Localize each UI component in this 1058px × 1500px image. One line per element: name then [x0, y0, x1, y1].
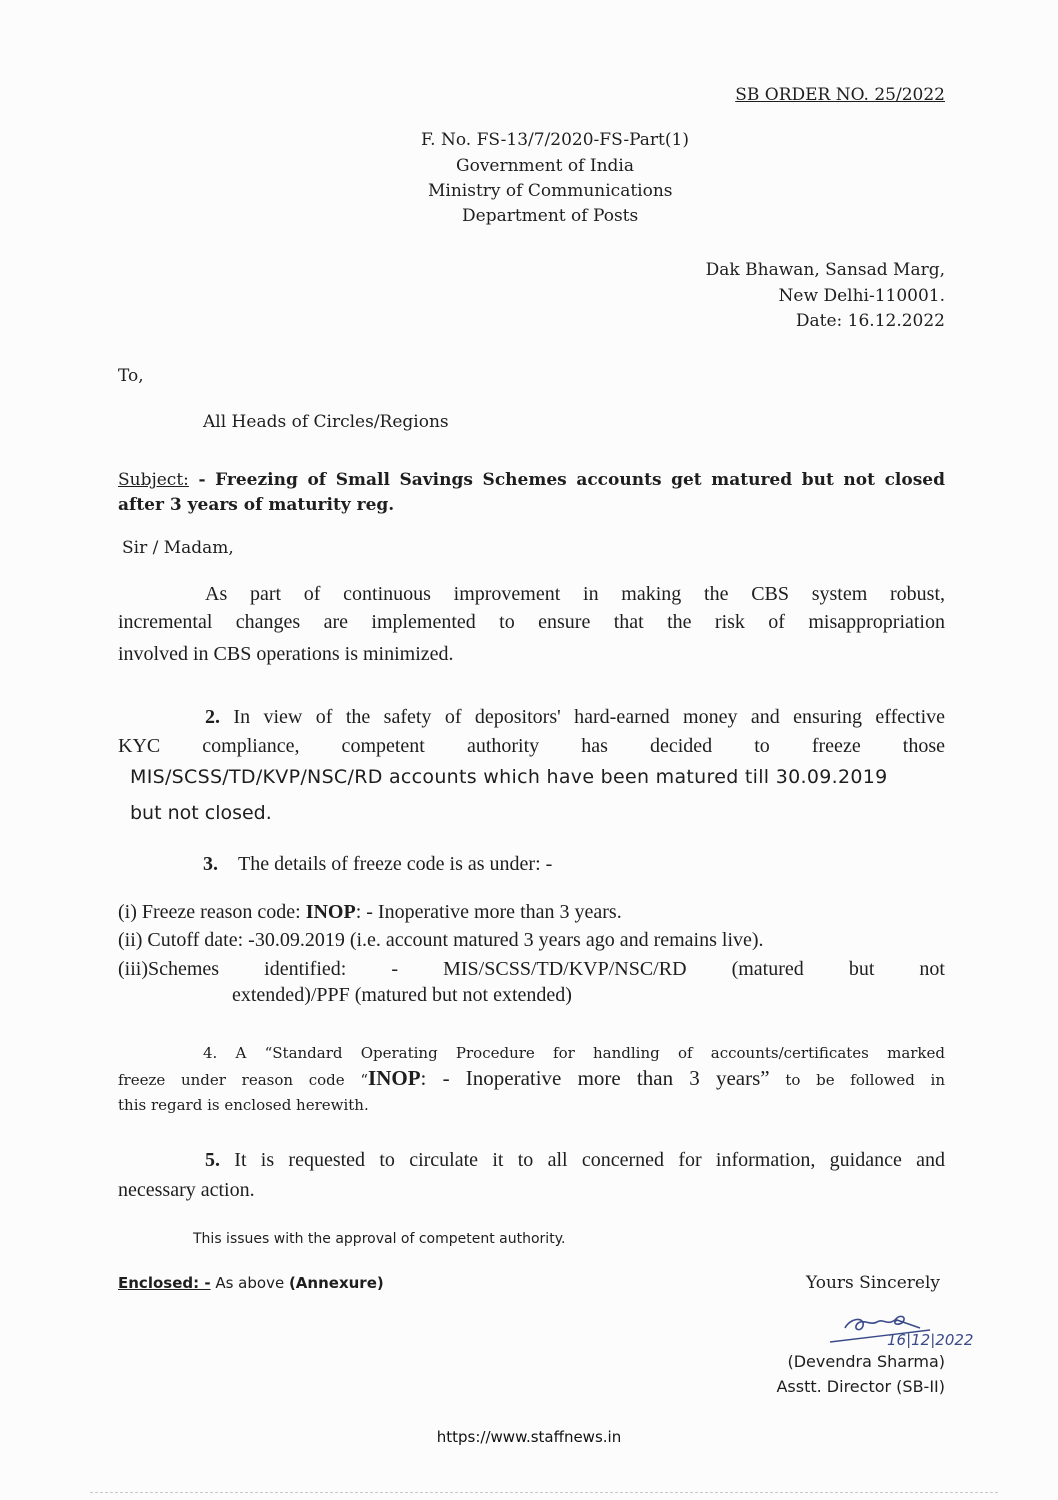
para2-line-3: MIS/SCSS/TD/KVP/NSC/RD accounts which have been matured till 30.09.2019 — [130, 766, 888, 788]
para4-line-3: this regard is enclosed herewith. — [118, 1096, 369, 1114]
handwritten-signature — [825, 1298, 975, 1348]
address-line-1: Dak Bhawan, Sansad Marg, — [705, 260, 945, 280]
subject-line-2: after 3 years of maturity reg. — [118, 495, 395, 515]
para4-emphasis: : - Inoperative more than 3 years” — [420, 1066, 770, 1090]
approval-note: This issues with the approval of competent authority. — [193, 1231, 566, 1247]
enclosed-label: Enclosed: - — [118, 1274, 211, 1292]
signatory-designation: Asstt. Director (SB-II) — [776, 1377, 945, 1396]
para4-suffix: to be followed in — [769, 1071, 945, 1089]
closing: Yours Sincerely — [805, 1273, 940, 1293]
freeze-item-i-prefix: (i) Freeze reason code: — [118, 901, 306, 923]
para5-text: It is requested to circulate it to all concerned for information, guidance and — [220, 1149, 945, 1171]
address-line-2: New Delhi-110001. — [778, 286, 945, 306]
para4-code: INOP — [368, 1066, 421, 1090]
footer-url[interactable]: https://www.staffnews.in — [436, 1428, 622, 1446]
freeze-item-ii: (ii) Cutoff date: -30.09.2019 (i.e. account matured 3 years ago and remains live). — [118, 929, 764, 951]
freeze-item-i-suffix: : - Inoperative more than 3 years. — [355, 901, 622, 923]
para2-line-2: KYC compliance, competent authority has decided to freeze those — [118, 735, 945, 757]
para1-line-3: involved in CBS operations is minimized. — [118, 643, 454, 665]
department-heading: Department of Posts — [462, 206, 639, 226]
para5-number: 5. — [205, 1149, 220, 1171]
signature-date: 16|12|2022 — [887, 1331, 974, 1348]
para3-number: 3. — [203, 853, 218, 875]
freeze-item-iii-line-1: (iii)Schemes identified: - MIS/SCSS/TD/KVP/NSC/RD (matured but not — [118, 958, 945, 980]
footer-divider — [90, 1492, 998, 1493]
para1-line-1: As part of continuous improvement in making the CBS system robust, — [205, 583, 945, 605]
salutation: Sir / Madam, — [122, 538, 234, 558]
order-number: SB ORDER NO. 25/2022 — [735, 85, 945, 105]
para2-text: In view of the safety of depositors' hard-earned money and ensuring effective — [220, 706, 945, 728]
recipient: All Heads of Circles/Regions — [203, 412, 449, 432]
subject-line-1 — [118, 469, 945, 491]
para4-prefix: freeze under reason code “ — [118, 1071, 369, 1089]
freeze-code: INOP — [305, 901, 356, 923]
para3-text: The details of freeze code is as under: - — [238, 853, 553, 875]
para2-line-4: but not closed. — [130, 802, 272, 824]
enclosed-annexure: (Annexure) — [288, 1274, 384, 1292]
freeze-item-i — [118, 901, 622, 923]
to-label: To, — [118, 366, 144, 386]
para1-line-2: incremental changes are implemented to ensure that the risk of misappropriation — [118, 611, 945, 633]
subject-label: Subject: — [118, 470, 189, 490]
para3 — [203, 853, 552, 875]
para2-line-1 — [205, 706, 945, 728]
enclosure-note — [118, 1272, 384, 1294]
enclosed-text: As above — [210, 1274, 289, 1292]
file-number: F. No. FS-13/7/2020-FS-Part(1) — [421, 130, 689, 150]
order-date: Date: 16.12.2022 — [795, 311, 945, 331]
freeze-item-iii-line-2: extended)/PPF (matured but not extended) — [232, 984, 572, 1006]
ministry-heading: Ministry of Communications — [428, 181, 673, 201]
subject-text: - Freezing of Small Savings Schemes accounts get matured but not closed — [188, 470, 945, 490]
para5-line-2: necessary action. — [118, 1179, 255, 1201]
signatory-name: (Devendra Sharma) — [787, 1352, 945, 1371]
government-heading: Government of India — [456, 156, 634, 176]
para4-line-1: 4. A “Standard Operating Procedure for handling of accounts/certificates marked — [203, 1044, 945, 1062]
para2-number: 2. — [205, 706, 220, 728]
para4-line-2 — [118, 1064, 945, 1094]
para5-line-1 — [205, 1149, 945, 1171]
